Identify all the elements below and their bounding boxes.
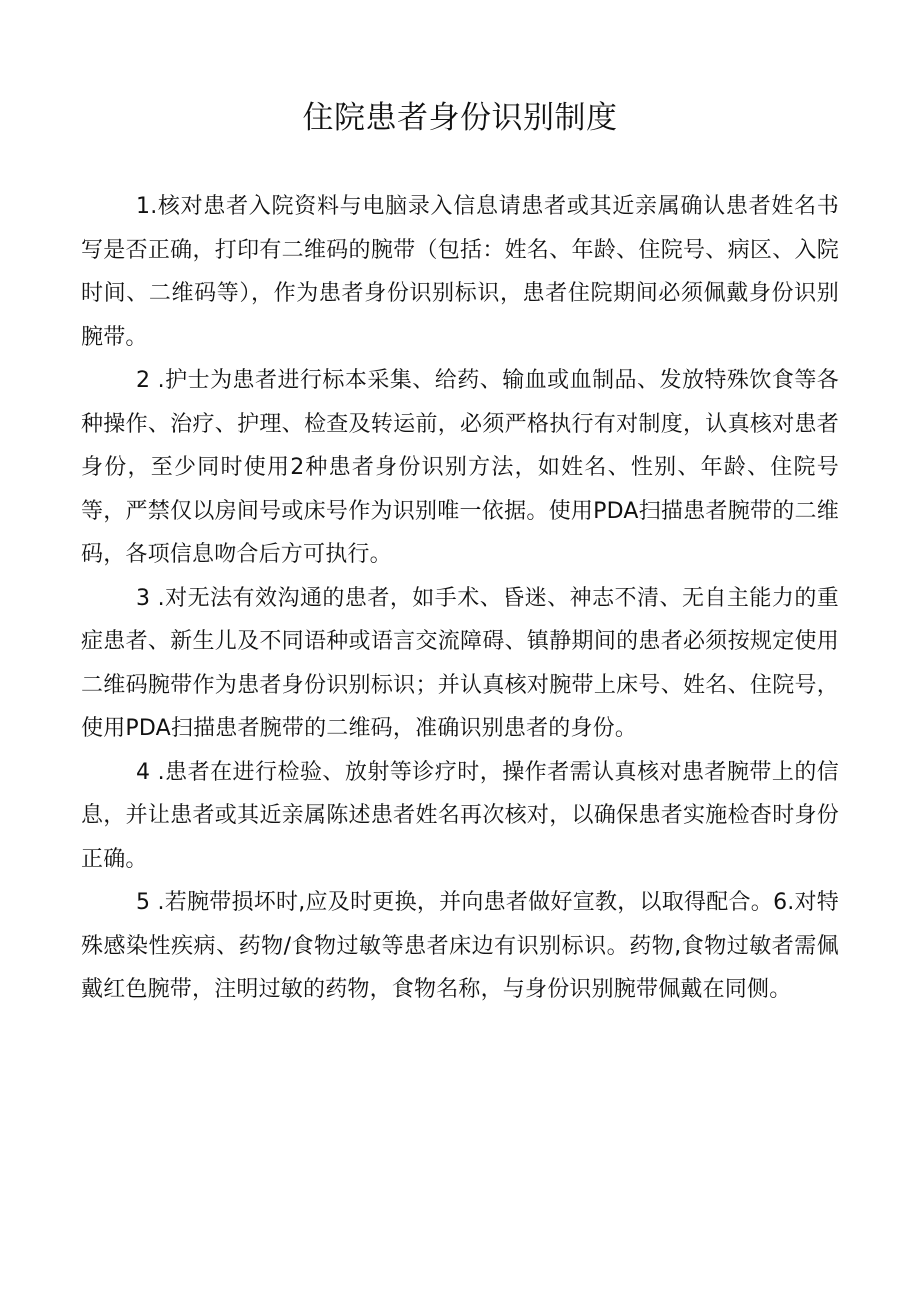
paragraph-2: 2 .护士为患者进行标本采集、给药、输血或血制品、发放特殊饮食等各种操作、治疗、护理、检查及转运前，必须严格执行有对制度，认真核对患者身份，至少同时使用2种患者身份识别方法，如姓名、性别、年龄、住院号等，严禁仅以房间号或床号作为识别唯一依据。使用PDA扫描患者腕带的二维码，各项信息吻合后方可执行。 — [81, 368, 839, 567]
paragraph-5: 5 .若腕带损坏时,应及时更换，并向患者做好宣教，以取得配合。6.对特殊感染性疾病、药物/食物过敏等患者床边有识别标识。药物,食物过敏者需佩戴红色腕带，注明过敏的药物，食物名称，与身份识别腕带佩戴在同侧。 — [81, 890, 839, 1002]
document-body — [81, 185, 839, 1012]
paragraph-3: 3 .对无法有效沟通的患者，如手术、昏迷、神志不清、无自主能力的重症患者、新生儿及不同语种或语言交流障碍、镇静期间的患者必须按规定使用二维码腕带作为患者身份识别标识；并认真核对腕带上床号、姓名、住院号，使用PDA扫描患者腕带的二维码，准确识别患者的身份。 — [81, 585, 839, 741]
paragraph-4: 4 .患者在进行检验、放射等诊疗时，操作者需认真核对患者腕带上的信息，并让患者或其近亲属陈述患者姓名再次核对，以确保患者实施检杳时身份正确。 — [81, 759, 839, 872]
paragraph-1: 1.核对患者入院资料与电脑录入信息请患者或其近亲属确认患者姓名书写是否正确，打印有二维码的腕带（包括：姓名、年龄、住院号、病区、入院时间、二维码等），作为患者身份识别标识，患者住院期间必须佩戴身份识别腕带。 — [81, 194, 839, 350]
document-title: 住院患者身份识别制度 — [302, 100, 618, 136]
